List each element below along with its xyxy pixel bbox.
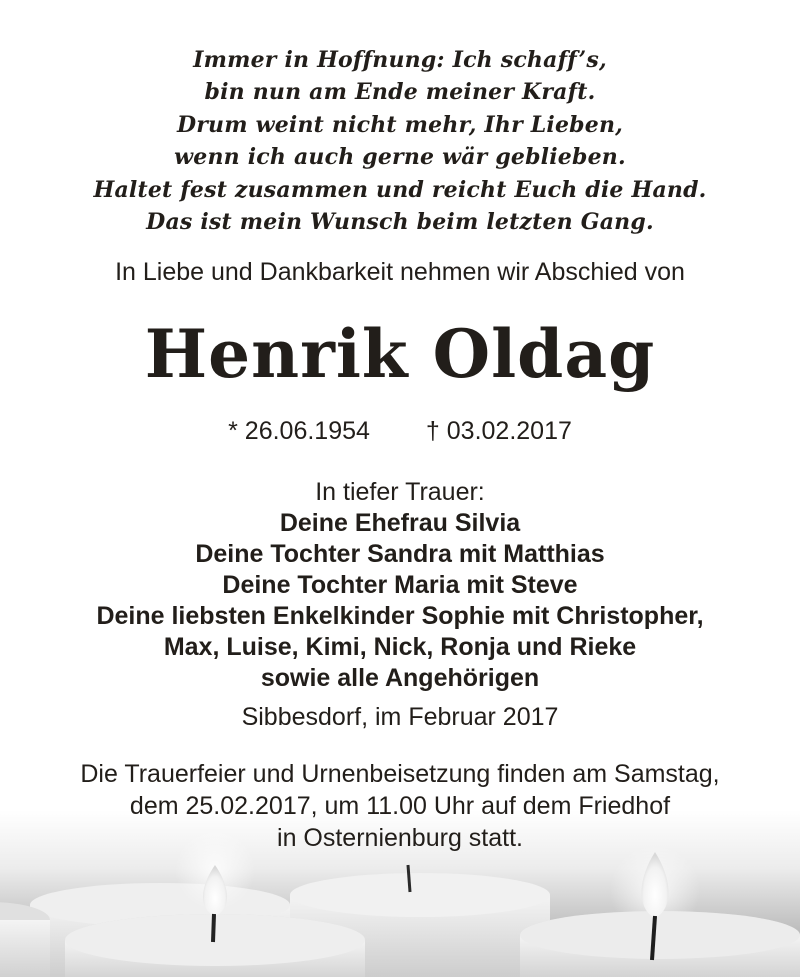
place-and-date: Sibbesdorf, im Februar 2017 bbox=[241, 703, 559, 731]
mourners-block bbox=[0, 477, 800, 694]
life-dates bbox=[0, 417, 800, 446]
farewell-intro: In Liebe und Dankbarkeit nehmen wir Abschied von bbox=[115, 258, 685, 286]
mourner-line: sowie alle Angehörigen bbox=[260, 664, 540, 692]
notice-line: in Osternienburg statt. bbox=[277, 824, 523, 852]
candle-edge-left bbox=[0, 902, 50, 977]
poem-line: Das ist mein Wunsch beim letzten Gang. bbox=[146, 209, 654, 236]
deceased-name: Henrik Oldag bbox=[144, 315, 656, 393]
mourner-line: Deine Ehefrau Silvia bbox=[279, 509, 521, 537]
death-date: † 03.02.2017 bbox=[425, 417, 572, 445]
mourner-line: Deine Tochter Sandra mit Matthias bbox=[195, 540, 605, 568]
mourner-line: Max, Luise, Kimi, Nick, Ronja und Rieke bbox=[163, 633, 637, 661]
poem-line: Drum weint nicht mehr, Ihr Lieben, bbox=[176, 111, 624, 138]
mourning-heading: In tiefer Trauer: bbox=[315, 478, 485, 506]
poem-line: Haltet fest zusammen und reicht Euch die Hand. bbox=[93, 176, 707, 203]
mourner-line: Deine liebsten Enkelkinder Sophie mit Christopher, bbox=[96, 602, 704, 630]
poem-line: wenn ich auch gerne wär geblieben. bbox=[174, 144, 626, 171]
poem-line: bin nun am Ende meiner Kraft. bbox=[204, 79, 596, 106]
mourner-line: Deine Tochter Maria mit Steve bbox=[222, 571, 578, 599]
birth-date: * 26.06.1954 bbox=[228, 417, 370, 445]
notice-line: dem 25.02.2017, um 11.00 Uhr auf dem Friedhof bbox=[129, 792, 671, 820]
poem-line: Immer in Hoffnung: Ich schaff’s, bbox=[193, 47, 607, 73]
funeral-notice bbox=[0, 758, 800, 854]
notice-line: Die Trauerfeier und Urnenbeisetzung finden am Samstag, bbox=[80, 760, 720, 788]
poem bbox=[0, 44, 800, 238]
